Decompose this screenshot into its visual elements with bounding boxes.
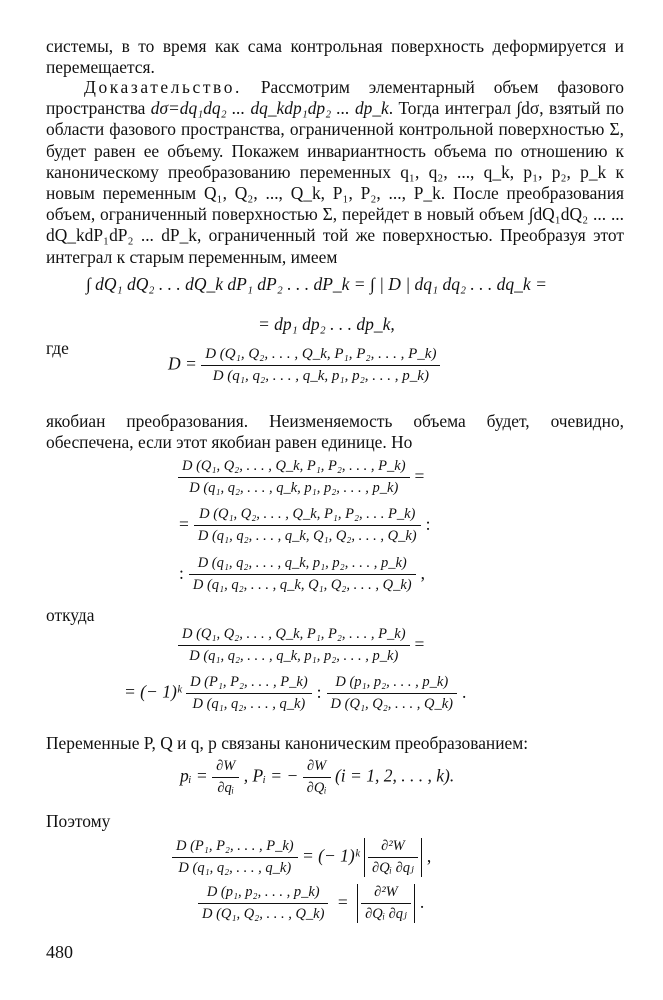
where-label: где — [46, 338, 69, 358]
hessian-determinant-1 — [364, 838, 422, 877]
equation-identity-row1 — [178, 458, 429, 497]
result-fraction-3-den: D (Q₁, Q₂, . . . , Q_k) — [330, 696, 453, 712]
comma-sign: , — [426, 845, 432, 866]
index-range: (i = 1, 2, . . . , k). — [334, 765, 455, 786]
result-fraction-2-den: D (q₁, q₂, . . . , q_k) — [192, 696, 306, 712]
therefore-label: Поэтому — [46, 811, 111, 831]
equation-integral-line2: = dp₁ dp₂ . . . dp_k, — [258, 314, 395, 334]
equation-integral-line1: ∫ dQ₁ dQ₂ . . . dQ_k dP₁ dP₂ . . . dP_k = ∫ | D | dq₁ dq₂ . . . dq_k = — [86, 274, 547, 294]
equation-result-row2 — [124, 674, 471, 713]
comma-sign: , — [420, 562, 425, 583]
result-fraction-1-den: D (q₁, q₂, . . . , q_k, p₁, p₂, . . . , p_k) — [189, 648, 399, 664]
equation-final-row1 — [172, 838, 436, 877]
final-fraction-2-num: D (p₁, p₂, . . . , p_k) — [198, 884, 328, 904]
result-fraction-3-num: D (p₁, p₂, . . . , p_k) — [327, 674, 457, 694]
P-derivative — [303, 758, 331, 797]
equals-sign: = — [414, 633, 425, 654]
identity-fraction-2 — [194, 506, 421, 545]
p-derivative — [212, 758, 239, 797]
colon-sign: : — [425, 513, 431, 534]
page-number: 480 — [46, 942, 73, 962]
result-fraction-1-num: D (Q₁, Q₂, . . . , Q_k, P₁, P₂, . . . , P_k) — [178, 626, 410, 646]
final-fraction-2 — [198, 884, 328, 923]
identity-fraction-3-num: D (q₁, q₂, . . . , q_k, p₁, p₂, . . . , p_k) — [189, 555, 416, 575]
proof-lead: Доказательство. — [84, 77, 242, 97]
equals-sign: = — [337, 891, 348, 912]
p-lhs: pᵢ = — [180, 765, 208, 786]
period-sign: . — [419, 891, 425, 912]
whence-label: откуда — [46, 605, 95, 625]
second-derivative-2-den: ∂Qᵢ ∂qⱼ — [365, 906, 407, 922]
colon-sign: : — [179, 562, 184, 583]
result-fraction-2-num: D (P₁, P₂, . . . , P_k) — [186, 674, 312, 694]
paragraph-continuation: системы, в то время как сама контрольная поверхность деформируется и перемещается. — [46, 36, 624, 78]
final-fraction-1-den: D (q₁, q₂, . . . , q_k) — [178, 860, 292, 876]
result-fraction-2 — [186, 674, 312, 713]
equation-final-row2 — [198, 884, 429, 923]
jacobian-lhs: D = — [168, 353, 197, 374]
proof-text-a: Рассмотрим элементарный объем фазового пространства — [46, 77, 624, 119]
identity-fraction-3-den: D (q₁, q₂, . . . , q_k, Q₁, Q₂, . . . , Q_k) — [192, 577, 412, 593]
second-derivative-1-den: ∂Qᵢ ∂qⱼ — [372, 860, 414, 876]
identity-fraction-1 — [178, 458, 410, 497]
result-fraction-3 — [327, 674, 457, 713]
hessian-determinant-2 — [357, 884, 415, 923]
jacobian-fraction — [201, 346, 440, 385]
equation-identity-row2 — [174, 506, 435, 545]
second-derivative-1 — [368, 838, 418, 877]
sign-factor: = (− 1)ᵏ — [124, 681, 182, 702]
identity-fraction-3 — [189, 555, 416, 594]
p-derivative-num: ∂W — [212, 758, 239, 778]
colon-sign: : — [316, 681, 322, 702]
paragraph-canonical: Переменные P, Q и q, p связаны каноническим преобразованием: — [46, 733, 529, 753]
final-fraction-1-num: D (P₁, P₂, . . . , P_k) — [172, 838, 298, 858]
second-derivative-2 — [361, 884, 411, 923]
jacobian-numerator: D (Q₁, Q₂, . . . , Q_k, P₁, P₂, . . . , P_k) — [201, 346, 440, 366]
sign-factor: = (− 1)ᵏ — [301, 845, 360, 866]
equation-identity-row3 — [174, 555, 430, 594]
P-derivative-den: ∂Qᵢ — [306, 780, 327, 796]
identity-fraction-1-den: D (q₁, q₂, . . . , q_k, p₁, p₂, . . . , p_k) — [189, 480, 399, 496]
phase-volume-element: dσ=dq₁dq₂ ... dq_kdp₁dp₂ ... dp_k — [150, 98, 389, 119]
result-fraction-1 — [178, 626, 410, 665]
final-fraction-2-den: D (Q₁, Q₂, . . . , Q_k) — [202, 906, 325, 922]
P-lhs: , Pᵢ = − — [243, 765, 299, 786]
P-derivative-num: ∂W — [303, 758, 331, 778]
second-derivative-1-num: ∂²W — [368, 838, 418, 858]
period-sign: . — [461, 681, 467, 702]
paragraph-proof — [46, 77, 624, 268]
equation-jacobian — [168, 346, 440, 385]
equation-result-row1 — [178, 626, 429, 665]
final-fraction-1 — [172, 838, 298, 877]
proof-text-b: . Тогда интеграл ∫dσ, взятый по области фазового пространства, ограниченной контрольной поверхностью Σ, будет равен ее объему. Покажем инвариантность объема по отношению к каноническому преобразованию переменных q₁, q₂, ..., q_k, p₁, p₂, p_k к новым переменным Q₁, Q₂, ..., Q_k, P₁, P₂, ..., P_k. После преобразования объем, ограниченный поверхностью Σ, перейдет в новый объем ∫dQ₁dQ₂ ... ... dQ_kdP₁dP₂ ... dP_k, ограниченный той же поверхностью. Преобразуя этот интеграл к старым переменным, имеем — [46, 98, 624, 267]
equation-canonical — [180, 758, 454, 797]
identity-fraction-2-num: D (Q₁, Q₂, . . . , Q_k, P₁, P₂, . . . P_k) — [194, 506, 421, 526]
identity-fraction-2-den: D (q₁, q₂, . . . , q_k, Q₁, Q₂, . . . , Q_k) — [197, 528, 417, 544]
jacobian-denominator: D (q₁, q₂, . . . , q_k, p₁, p₂, . . . , p_k) — [212, 368, 429, 384]
paragraph-jacobian: якобиан преобразования. Неизменяемость объема будет, очевидно, обеспечена, если этот якобиан равен единице. Но — [46, 411, 624, 453]
p-derivative-den: ∂qᵢ — [217, 780, 235, 796]
identity-fraction-1-num: D (Q₁, Q₂, . . . , Q_k, P₁, P₂, . . . , P_k) — [178, 458, 410, 478]
equals-sign: = — [414, 465, 425, 486]
equals-sign: = — [179, 513, 189, 534]
second-derivative-2-num: ∂²W — [361, 884, 411, 904]
